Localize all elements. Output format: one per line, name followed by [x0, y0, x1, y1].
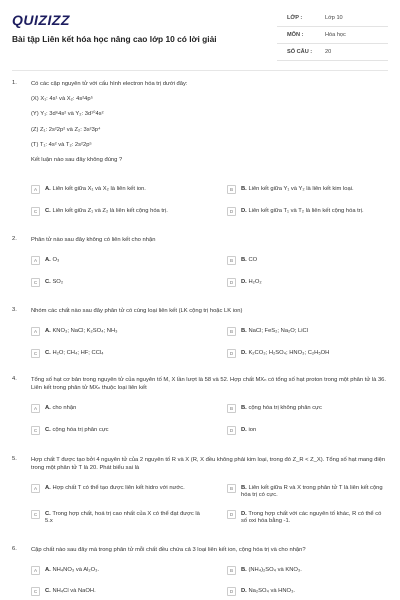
meta-count: [277, 44, 388, 61]
question-2: [12, 236, 388, 285]
option-letter-box: A: [31, 327, 40, 336]
question-stem: [31, 546, 388, 554]
option-text: cộng hóa trị phân cực: [52, 427, 109, 433]
question-number: 4.: [12, 376, 17, 382]
option-text: NH₄Cl và NaOH.: [52, 588, 96, 594]
option-letter-box: C: [31, 510, 40, 519]
option-text: CO: [248, 257, 258, 263]
option-text: (NH₄)₂SO₄ và KNO₃.: [248, 567, 302, 573]
option-b[interactable]: B B. (NH₄)₂SO₄ và KNO₃.: [227, 566, 387, 575]
option-c[interactable]: C C. H₂O; CH₄; HF; CCl₄: [31, 349, 206, 358]
question-stem: [31, 80, 388, 164]
option-text: K₂CO₃; H₂SO₄; HNO₃; C₂H₅OH: [248, 350, 330, 356]
option-text: cộng hóa trị không phân cực: [248, 405, 322, 411]
option-letter-box: B: [227, 404, 236, 413]
option-c[interactable]: C C. NH₄Cl và NaOH.: [31, 587, 206, 596]
option-letter-box: C: [31, 587, 40, 596]
option-b[interactable]: B B. Liên kết giữa Y₁ và Y₂ là liên kết kim loại.: [227, 185, 387, 194]
option-a[interactable]: A A. cho nhận: [31, 404, 206, 413]
option-letter-box: A: [31, 566, 40, 575]
option-letter-box: C: [31, 278, 40, 287]
question-5: [12, 456, 388, 525]
option-text: H₂O₂: [248, 279, 262, 285]
stem-line: (Z) Z₁: 2s²2p² và Z₂: 3s²3p⁴: [31, 126, 101, 133]
worksheet-header: [12, 10, 388, 66]
stem-line: Tổng số hạt cơ bản trong nguyên tử của nguyên tố M, X lần lượt là 58 và 52. Hợp chất MXₙ có tổng số hạt proton trong một phân tử là 36. Liên kết trong phân tử MXₙ thuộc loại liên kết: [31, 377, 387, 392]
meta-value: Hóa học: [325, 32, 346, 38]
option-letter-box: D: [227, 207, 236, 216]
option-letter-box: C: [31, 207, 40, 216]
question-number: 2.: [12, 236, 17, 242]
meta-key: SỐ CÂU :: [287, 49, 313, 55]
option-text: Hợp chất T có thể tạo được liên kết hidro với nước.: [52, 485, 185, 491]
option-text: KNO₃; NaCl; K₂SO₄; NH₃: [52, 328, 118, 334]
quizizz-logo: QUIZIZZ: [12, 12, 70, 28]
meta-value: Lớp 10: [325, 15, 343, 21]
option-d[interactable]: D D. ion: [227, 426, 387, 435]
option-b[interactable]: B B. CO: [227, 256, 387, 265]
option-letter-box: D: [227, 349, 236, 358]
option-d[interactable]: D D. K₂CO₃; H₂SO₄; HNO₃; C₂H₅OH: [227, 349, 387, 358]
option-letter-box: D: [227, 587, 236, 596]
option-b[interactable]: B B. NaCl; FeS₂; Na₂O; LiCl: [227, 327, 387, 336]
option-text: ion: [248, 427, 257, 433]
option-text: NaCl; FeS₂; Na₂O; LiCl: [248, 328, 309, 334]
meta-key: MÔN :: [287, 32, 304, 38]
question-6: [12, 546, 388, 594]
option-letter-box: A: [31, 404, 40, 413]
option-text: cho nhận: [52, 405, 77, 411]
option-text: Liên kết giữa X₁ và X₂ là liên kết ion.: [52, 186, 146, 192]
option-b[interactable]: B B. cộng hóa trị không phân cực: [227, 404, 387, 413]
option-c[interactable]: C C. cộng hóa trị phân cực: [31, 426, 206, 435]
option-text: Trong hợp chất với các nguyên tố khác, R có thể có số oxi hóa bằng -1.: [241, 511, 382, 525]
option-text: O₃: [52, 257, 60, 263]
meta-key: LỚP :: [287, 15, 303, 21]
option-c[interactable]: C C. Liên kết giữa Z₁ và Z₂ là liên kết cộng hóa trị.: [31, 207, 206, 216]
option-text: Na₂SO₄ và HNO₃.: [248, 588, 296, 594]
option-a[interactable]: A A. NH₄NO₃ và Al₂O₃.: [31, 566, 206, 575]
option-text: H₂O; CH₄; HF; CCl₄: [52, 350, 104, 356]
option-letter-box: A: [31, 256, 40, 265]
stem-line: Cặp chất nào sau đây mà trong phân tử mỗi chất đều chứa cả 3 loại liên kết ion, cộng hóa trị và cho nhận?: [31, 547, 306, 553]
option-a[interactable]: A A. O₃: [31, 256, 206, 265]
stem-line: Có các cặp nguyên tử với cấu hình electron hóa trị dưới đây:: [31, 81, 188, 87]
question-stem: [31, 307, 388, 315]
option-text: Liên kết giữa Z₁ và Z₂ là liên kết cộng hóa trị.: [52, 208, 168, 214]
meta-panel: [277, 10, 388, 61]
option-c[interactable]: C C. Trong hợp chất, hoá trị cao nhất của X có thể đạt được là 5.x: [31, 510, 206, 526]
option-letter-box: B: [227, 484, 236, 493]
meta-subject: [277, 27, 388, 44]
option-text: Liên kết giữa Y₁ và Y₂ là liên kết kim loại.: [248, 186, 354, 192]
option-letter-box: C: [31, 349, 40, 358]
stem-line: (T) T₁: 4s² và T₂: 2s²2p⁵: [31, 141, 92, 148]
option-d[interactable]: D D. H₂O₂: [227, 278, 387, 287]
option-letter-box: A: [31, 185, 40, 194]
question-stem: [31, 236, 388, 244]
worksheet-title: Bài tập Liên kết hóa học nâng cao lớp 10 có lời giải: [12, 34, 217, 44]
option-letter-box: D: [227, 278, 236, 287]
option-text: Liên kết giữa T₁ và T₂ là liên kết cộng hóa trị.: [248, 208, 364, 214]
option-letter-box: A: [31, 484, 40, 493]
option-letter-box: B: [227, 185, 236, 194]
question-4: [12, 376, 388, 433]
question-number: 5.: [12, 456, 17, 462]
option-letter-box: C: [31, 426, 40, 435]
question-3: [12, 307, 388, 356]
stem-line: Hợp chất T được tạo bởi 4 nguyên tử của 2 nguyên tố R và X (R, X đều không phải kim loại, trong đó Z_R < Z_X). Tổng số hạt mang điện trong một phân tử T là 20. Phát biểu sai là: [31, 457, 386, 472]
stem-line: (X) X₁: 4s¹ và X₂: 4s²4p⁵: [31, 96, 94, 103]
option-d[interactable]: D D. Na₂SO₄ và HNO₃.: [227, 587, 387, 596]
question-number: 6.: [12, 546, 17, 552]
option-letter-box: B: [227, 566, 236, 575]
option-a[interactable]: A A. Hợp chất T có thể tạo được liên kết hidro với nước.: [31, 484, 206, 493]
question-stem: [31, 376, 388, 392]
question-number: 3.: [12, 307, 17, 313]
option-a[interactable]: A A. KNO₃; NaCl; K₂SO₄; NH₃: [31, 327, 206, 336]
option-text: Liên kết giữa R và X trong phân tử T là liên kết cộng hóa trị có cực.: [241, 485, 383, 499]
option-text: SO₂: [52, 279, 64, 285]
stem-line: Kết luận nào sau đây không đúng ?: [31, 157, 123, 164]
option-letter-box: B: [227, 327, 236, 336]
option-c[interactable]: C C. SO₂: [31, 278, 206, 287]
stem-line: (Y) Y₁: 3d⁶4s² và Y₂: 3d¹⁰4s²: [31, 111, 104, 118]
option-b[interactable]: B B. Liên kết giữa R và X trong phân tử T là liên kết cộng hóa trị có cực.: [227, 484, 387, 500]
question-stem: [31, 456, 388, 472]
option-a[interactable]: A A. Liên kết giữa X₁ và X₂ là liên kết ion.: [31, 185, 206, 194]
meta-value: 20: [325, 49, 332, 55]
header-divider: [12, 70, 388, 71]
option-letter-box: B: [227, 256, 236, 265]
option-d[interactable]: D D. Trong hợp chất với các nguyên tố khác, R có thể có số oxi hóa bằng -1.: [227, 510, 387, 526]
option-text: NH₄NO₃ và Al₂O₃.: [52, 567, 100, 573]
option-letter-box: D: [227, 510, 236, 519]
option-letter-box: D: [227, 426, 236, 435]
question-number: 1.: [12, 80, 17, 86]
question-1: [12, 80, 388, 214]
stem-line: Phân tử nào sau đây không có liên kết cho nhận: [31, 237, 156, 243]
meta-grade: [277, 10, 388, 27]
stem-line: Nhóm các chất nào sau đây phân tử có cùng loại liên kết (LK cộng trị hoặc LK ion): [31, 308, 243, 314]
option-d[interactable]: D D. Liên kết giữa T₁ và T₂ là liên kết cộng hóa trị.: [227, 207, 387, 216]
option-text: Trong hợp chất, hoá trị cao nhất của X có thể đạt được là 5.x: [45, 511, 200, 525]
